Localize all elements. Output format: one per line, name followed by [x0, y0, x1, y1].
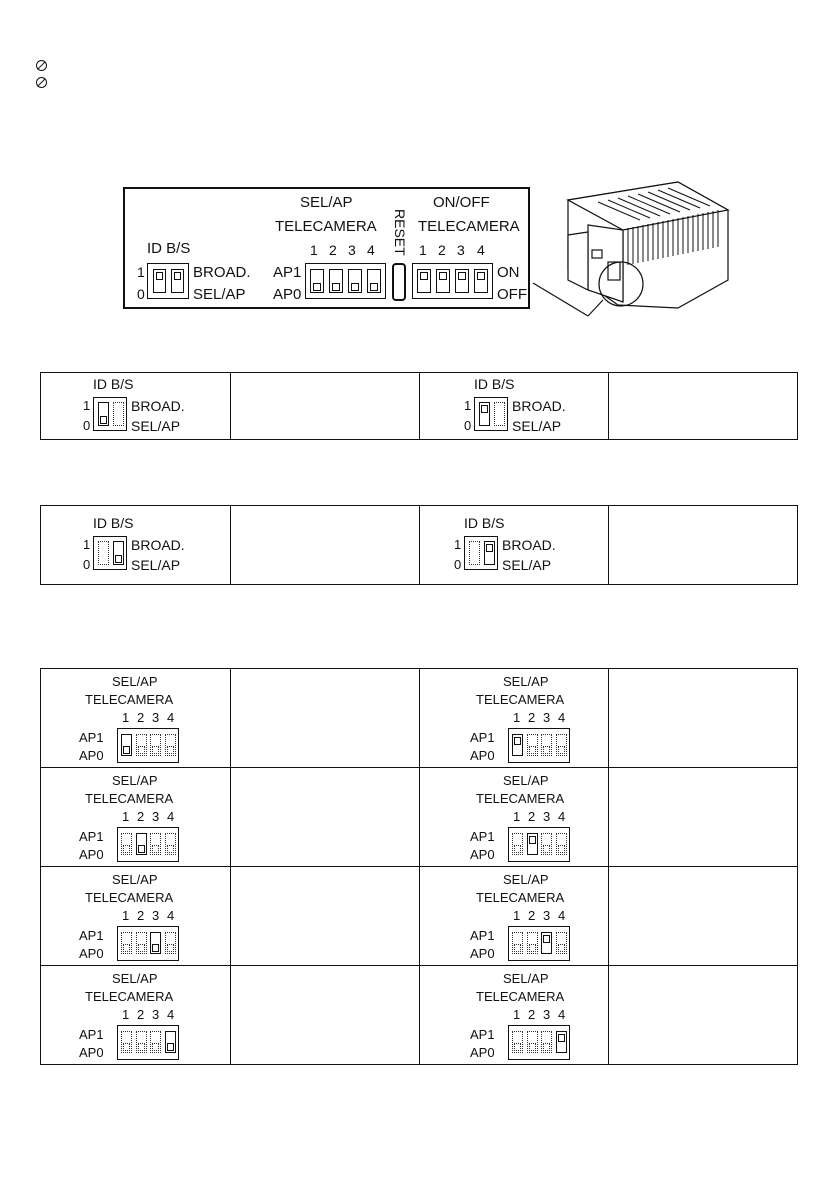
idbs-dip-switch	[147, 263, 189, 299]
dip-slot	[121, 1031, 132, 1053]
selap-title: SEL/AP	[112, 872, 158, 887]
selap-config-cell	[79, 673, 219, 765]
dip-knob-outline	[558, 944, 565, 952]
idbs-dip-switch	[93, 397, 127, 431]
idbs-broad-label: BROAD.	[512, 398, 566, 414]
dip-slot	[556, 833, 567, 855]
dip-slot	[484, 541, 495, 565]
dip-knob-outline	[543, 746, 550, 754]
selap-num: 3	[152, 908, 160, 923]
selap-num: 1	[122, 710, 130, 725]
dip-slot	[556, 932, 567, 954]
dip-knob-outline	[514, 1043, 521, 1051]
dip-slot	[469, 541, 480, 565]
selap-ap0: AP0	[79, 847, 104, 862]
selap-config-cell	[79, 772, 219, 864]
selap-num: 2	[137, 1007, 145, 1022]
dip-knob-outline	[138, 746, 145, 754]
selap-num: 2	[137, 710, 145, 725]
idbs-row-1: 1	[83, 537, 91, 552]
selap-config-cell	[470, 970, 610, 1062]
selap-num: 1	[122, 908, 130, 923]
dip-slot	[512, 734, 523, 756]
dip-slot	[121, 734, 132, 756]
reset-button[interactable]	[392, 263, 406, 301]
selap-num: 3	[152, 1007, 160, 1022]
selap-dip-switch	[508, 728, 570, 763]
selap-num: 1	[122, 809, 130, 824]
dip-slot	[136, 734, 147, 756]
idbs-selap-label: SEL/AP	[131, 418, 181, 434]
selap-config-cell	[470, 673, 610, 765]
selap-num: 1	[513, 1007, 521, 1022]
selap-config-cell	[79, 970, 219, 1062]
idbs-row-1: 1	[83, 398, 91, 413]
selap-dip-switch	[117, 728, 179, 763]
selap-num: 2	[137, 908, 145, 923]
selap-ap1: AP1	[79, 928, 104, 943]
idbs-broad-label: BROAD.	[193, 264, 251, 281]
dip-slot	[527, 1031, 538, 1053]
selap-title: SEL/AP	[503, 773, 549, 788]
dip-slot	[527, 932, 538, 954]
selap-num: 4	[167, 809, 175, 824]
onoff-telecamera: TELECAMERA	[418, 218, 520, 235]
selap-num: 4	[167, 710, 175, 725]
onoff-num-3: 3	[457, 242, 465, 258]
dip-slot	[512, 1031, 523, 1053]
idbs-config-cell	[83, 377, 223, 439]
dip-slot	[527, 734, 538, 756]
selap-ap0: AP0	[470, 847, 495, 862]
dip-slot	[541, 932, 552, 954]
dip-slot	[121, 833, 132, 855]
dip-knob	[558, 1034, 565, 1042]
idbs-dip-switch	[474, 397, 508, 431]
dip-slot	[165, 1031, 176, 1053]
dip-knob	[152, 944, 159, 952]
selap-dip-switch	[117, 827, 179, 862]
idbs-row-0: 0	[83, 418, 91, 433]
dip-slot	[98, 402, 109, 426]
selap-num: 3	[543, 809, 551, 824]
dip-slot	[113, 402, 124, 426]
selap-ap1: AP1	[79, 730, 104, 745]
selap-num: 3	[152, 710, 160, 725]
onoff-num-1: 1	[419, 242, 427, 258]
dip-knob-outline	[123, 845, 130, 853]
selap-num-4: 4	[367, 242, 375, 258]
idbs-row-1: 1	[137, 264, 145, 280]
dip-knob-outline	[138, 944, 145, 952]
dip-knob-outline	[123, 944, 130, 952]
dip-slot	[136, 932, 147, 954]
selap-num: 4	[558, 809, 566, 824]
switch-panel	[123, 187, 530, 309]
selap-num-3: 3	[348, 242, 356, 258]
dip-knob-outline	[558, 845, 565, 853]
selap-dip-switch	[117, 926, 179, 961]
prohibited-symbol-icon	[36, 77, 47, 88]
dip-knob-outline	[167, 845, 174, 853]
idbs-dip-switch	[464, 536, 498, 570]
onoff-dip-switch	[412, 263, 493, 299]
dip-knob-outline	[529, 944, 536, 952]
selap-num: 3	[543, 908, 551, 923]
dip-knob-outline	[543, 1043, 550, 1051]
selap-ap0: AP0	[79, 946, 104, 961]
selap-num: 1	[513, 809, 521, 824]
selap-config-cell	[470, 772, 610, 864]
dip-knob-outline	[167, 944, 174, 952]
idbs-config-cell	[454, 516, 594, 578]
selap-num: 1	[513, 908, 521, 923]
selap-num: 1	[513, 710, 521, 725]
selap-telecamera: TELECAMERA	[275, 218, 377, 235]
idbs-selap-label: SEL/AP	[502, 557, 552, 573]
dip-knob	[481, 405, 488, 413]
selap-config-cell	[470, 871, 610, 963]
selap-num: 4	[167, 908, 175, 923]
on-label: ON	[497, 264, 520, 281]
selap-dip-switch	[117, 1025, 179, 1060]
dip-knob	[543, 935, 550, 943]
dip-knob	[514, 737, 521, 745]
dip-slot	[494, 402, 505, 426]
dip-knob	[167, 1043, 174, 1051]
dip-knob-outline	[152, 1043, 159, 1051]
selap-telecamera: TELECAMERA	[85, 791, 174, 806]
prohibited-symbol-icon	[36, 60, 47, 71]
dip-knob-outline	[514, 944, 521, 952]
selap-num: 2	[528, 809, 536, 824]
dip-slot	[98, 541, 109, 565]
selap-ap1: AP1	[79, 1027, 104, 1042]
selap-telecamera: TELECAMERA	[476, 692, 565, 707]
idbs-title: ID B/S	[464, 515, 505, 531]
selap-num: 2	[528, 908, 536, 923]
dip-slot	[150, 734, 161, 756]
selap-ap1: AP1	[79, 829, 104, 844]
idbs-row-1: 1	[454, 537, 462, 552]
dip-slot	[136, 833, 147, 855]
selap-title: SEL/AP	[503, 971, 549, 986]
idbs-broad-label: BROAD.	[502, 537, 556, 553]
dip-knob-outline	[123, 1043, 130, 1051]
onoff-num-2: 2	[438, 242, 446, 258]
selap-num: 4	[558, 710, 566, 725]
dip-slot	[165, 734, 176, 756]
onoff-num-4: 4	[477, 242, 485, 258]
selap-num: 3	[152, 809, 160, 824]
dip-slot	[541, 1031, 552, 1053]
selap-telecamera: TELECAMERA	[85, 989, 174, 1004]
dip-knob-outline	[543, 845, 550, 853]
selap-ap1: AP1	[470, 1027, 495, 1042]
dip-slot	[541, 734, 552, 756]
dip-knob-outline	[529, 746, 536, 754]
selap-dip-switch	[508, 926, 570, 961]
selap-num: 2	[137, 809, 145, 824]
selap-num: 4	[558, 1007, 566, 1022]
device-illustration	[528, 180, 743, 320]
off-label: OFF	[497, 286, 527, 303]
selap-table	[40, 668, 798, 1065]
dip-slot	[556, 734, 567, 756]
selap-ap0: AP0	[79, 748, 104, 763]
idbs-row-0: 0	[464, 418, 472, 433]
idbs-config-cell	[83, 516, 223, 578]
dip-knob-outline	[152, 746, 159, 754]
idbs-selap-label: SEL/AP	[193, 286, 246, 303]
dip-slot	[527, 833, 538, 855]
selap-ap0: AP0	[470, 1045, 495, 1060]
selap-telecamera: TELECAMERA	[476, 791, 565, 806]
dip-knob-outline	[152, 845, 159, 853]
idbs-row-0: 0	[137, 286, 145, 302]
selap-ap0: AP0	[470, 748, 495, 763]
dip-slot	[479, 402, 490, 426]
dip-slot	[556, 1031, 567, 1053]
idbs-title: ID B/S	[93, 376, 134, 392]
selap-ap0: AP0	[79, 1045, 104, 1060]
idbs-row-1: 1	[464, 398, 472, 413]
dip-slot	[541, 833, 552, 855]
dip-slot	[150, 833, 161, 855]
idbs-row-0: 0	[454, 557, 462, 572]
selap-title: SEL/AP	[112, 674, 158, 689]
selap-num: 4	[167, 1007, 175, 1022]
idbs-row-0: 0	[83, 557, 91, 572]
dip-slot	[150, 932, 161, 954]
dip-slot	[165, 833, 176, 855]
selap-title: SEL/AP	[503, 674, 549, 689]
selap-num: 3	[543, 710, 551, 725]
dip-knob	[138, 845, 145, 853]
selap-ap1: AP1	[470, 928, 495, 943]
selap-num: 3	[543, 1007, 551, 1022]
onoff-title: ON/OFF	[433, 194, 490, 211]
selap-ap0: AP0	[273, 286, 302, 303]
dip-slot	[136, 1031, 147, 1053]
selap-telecamera: TELECAMERA	[85, 692, 174, 707]
selap-dip-switch	[508, 827, 570, 862]
dip-knob-outline	[138, 1043, 145, 1051]
selap-num: 1	[122, 1007, 130, 1022]
dip-knob	[123, 746, 130, 754]
selap-title: SEL/AP	[503, 872, 549, 887]
selap-num: 2	[528, 710, 536, 725]
dip-knob-outline	[558, 746, 565, 754]
selap-config-cell	[79, 871, 219, 963]
dip-knob	[115, 555, 122, 563]
idbs-dip-switch	[93, 536, 127, 570]
idbs-table-2	[40, 505, 798, 585]
selap-num-1: 1	[310, 242, 318, 258]
selap-ap0: AP0	[470, 946, 495, 961]
dip-slot	[512, 932, 523, 954]
selap-num: 2	[528, 1007, 536, 1022]
idbs-config-cell	[464, 377, 604, 439]
selap-ap1: AP1	[470, 829, 495, 844]
dip-slot	[165, 932, 176, 954]
dip-slot	[121, 932, 132, 954]
idbs-title: ID B/S	[474, 376, 515, 392]
selap-dip-switch	[508, 1025, 570, 1060]
idbs-title: ID B/S	[93, 515, 134, 531]
dip-slot	[113, 541, 124, 565]
idbs-broad-label: BROAD.	[131, 398, 185, 414]
selap-ap1: AP1	[273, 264, 302, 281]
idbs-selap-label: SEL/AP	[131, 557, 181, 573]
dip-knob-outline	[514, 845, 521, 853]
dip-slot	[150, 1031, 161, 1053]
selap-telecamera: TELECAMERA	[476, 989, 565, 1004]
selap-title: SEL/AP	[300, 194, 353, 211]
selap-title: SEL/AP	[112, 971, 158, 986]
dip-knob-outline	[167, 746, 174, 754]
idbs-broad-label: BROAD.	[131, 537, 185, 553]
selap-telecamera: TELECAMERA	[476, 890, 565, 905]
reset-label: RESET	[392, 209, 408, 256]
dip-knob-outline	[529, 1043, 536, 1051]
selap-num: 4	[558, 908, 566, 923]
selap-dip-switch	[305, 263, 386, 299]
dip-knob	[529, 836, 536, 844]
dip-knob	[486, 544, 493, 552]
selap-telecamera: TELECAMERA	[85, 890, 174, 905]
selap-ap1: AP1	[470, 730, 495, 745]
selap-title: SEL/AP	[112, 773, 158, 788]
dip-slot	[512, 833, 523, 855]
dip-knob	[100, 416, 107, 424]
idbs-selap-label: SEL/AP	[512, 418, 562, 434]
selap-num-2: 2	[329, 242, 337, 258]
idbs-title: ID B/S	[147, 240, 191, 257]
idbs-table-1	[40, 372, 798, 440]
